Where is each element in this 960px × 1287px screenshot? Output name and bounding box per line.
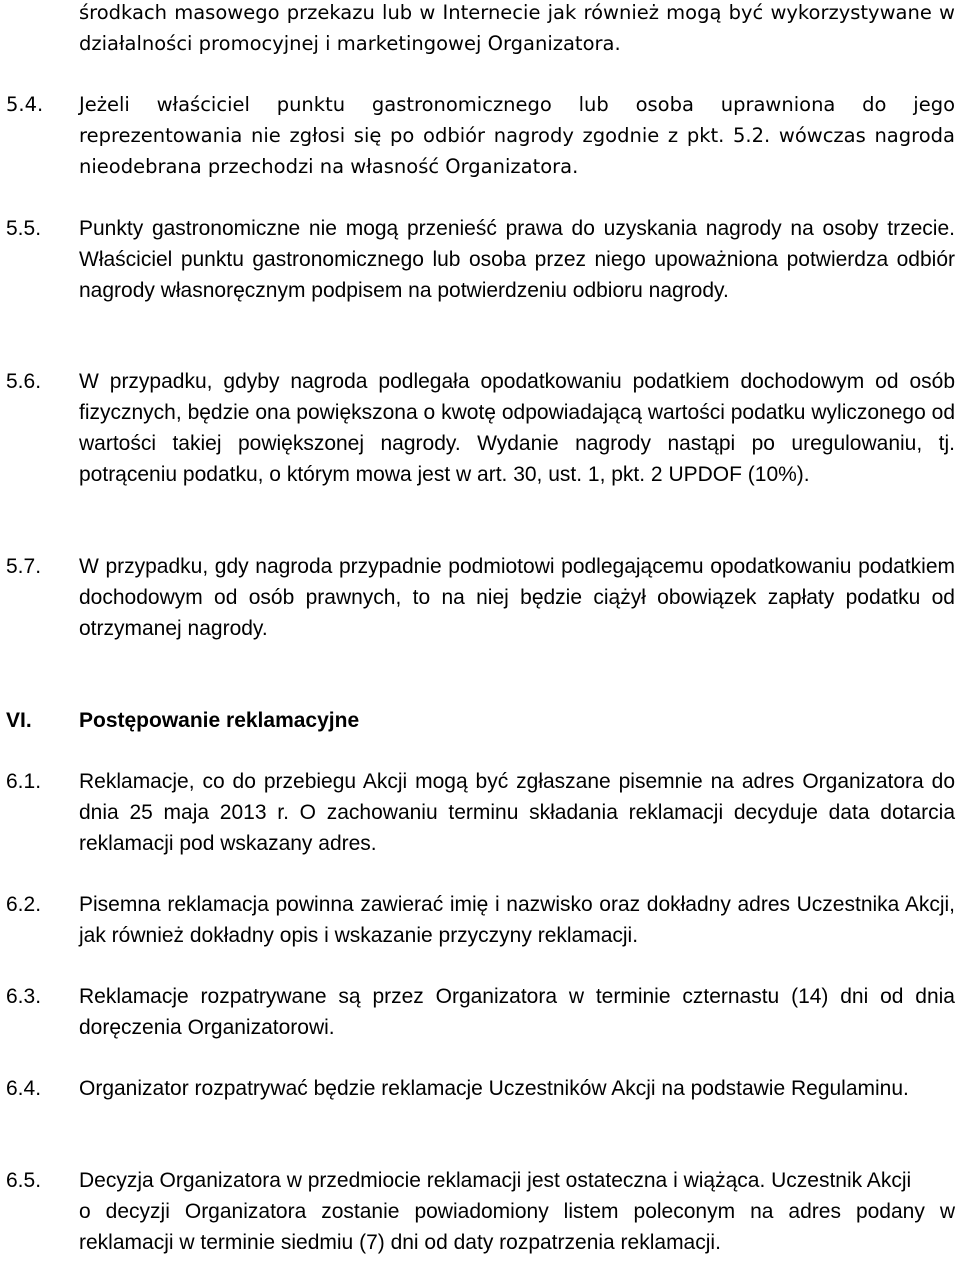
paragraph-text: Reklamacje rozpatrywane są przez Organizatora w terminie czternastu (14) dni od dnia doręczenia Organizatorowi. (79, 985, 955, 1039)
paragraph-text (79, 1165, 955, 1258)
paragraph-text: Jeżeli właściciel punktu gastronomicznego lub osoba uprawniona do jego reprezentowania nie zgłosi się po odbiór nagrody zgodnie z pkt. 5.2. wówczas nagroda nieodebrana przechodzi na własność Organizatora. (79, 93, 955, 178)
paragraph-text: W przypadku, gdyby nagroda podlegała opodatkowaniu podatkiem dochodowym od osób fizycznych, będzie ona powiększona o kwotę odpowiadającą wartości podatku wyliczonego od wartości takiej powiększonej nagrody. Wydanie nagrody nastąpi po uregulowaniu, tj. potrąceniu podatku, o którym mowa jest w art. 30, ust. 1, pkt. 2 UPDOF (10%). (79, 370, 955, 486)
paragraph-number: 6.1. (6, 770, 42, 793)
paragraph-text-line: Decyzja Organizatora w przedmiocie reklamacji jest ostateczna i wiążąca. Uczestnik Akcji (79, 1169, 912, 1192)
paragraph-text: Reklamacje, co do przebiegu Akcji mogą być zgłaszane pisemnie na adres Organizatora do dnia 25 maja 2013 r. O zachowaniu terminu składania reklamacji decyduje data dotarcia reklamacji pod wskazany adres. (79, 770, 955, 855)
paragraph-number: 6.5. (6, 1169, 42, 1192)
paragraph-text: Punkty gastronomiczne nie mogą przenieść prawa do uzyskania nagrody na osoby trzecie. Właściciel punktu gastronomicznego lub osoba przez niego upoważniona potwierdza odbiór nagrody własnoręcznym podpisem na potwierdzeniu odbioru nagrody. (79, 217, 955, 302)
paragraph-text-line: o decyzji Organizatora zostanie powiadomiony listem poleconym na adres podany w reklamacji w terminie siedmiu (7) dni od daty rozpatrzenia reklamacji. (79, 1200, 955, 1254)
section-number: VI. (6, 709, 32, 732)
paragraph-number: 5.4. (6, 93, 44, 116)
paragraph-text: W przypadku, gdy nagroda przypadnie podmiotowi podlegającemu opodatkowaniu podatkiem dochodowym od osób prawnych, to na niej będzie ciążył obowiązek zapłaty podatku od otrzymanej nagrody. (79, 555, 955, 640)
paragraph-number: 6.3. (6, 985, 42, 1008)
paragraph-text: Pisemna reklamacja powinna zawierać imię i nazwisko oraz dokładny adres Uczestnika Akcji, jak również dokładny opis i wskazanie przyczyny reklamacji. (79, 893, 955, 947)
paragraph-number: 6.4. (6, 1077, 42, 1100)
section-title: Postępowanie reklamacyjne (79, 709, 360, 732)
continuation-text: środkach masowego przekazu lub w Internecie jak również mogą być wykorzystywane w działalności promocyjnej i marketingowej Organizatora. (79, 1, 955, 55)
paragraph-text: Organizator rozpatrywać będzie reklamacje Uczestników Akcji na podstawie Regulaminu. (79, 1077, 909, 1100)
paragraph-number: 5.6. (6, 370, 42, 393)
paragraph-number: 6.2. (6, 893, 42, 916)
paragraph-number: 5.5. (6, 217, 42, 240)
paragraph-number: 5.7. (6, 555, 42, 578)
